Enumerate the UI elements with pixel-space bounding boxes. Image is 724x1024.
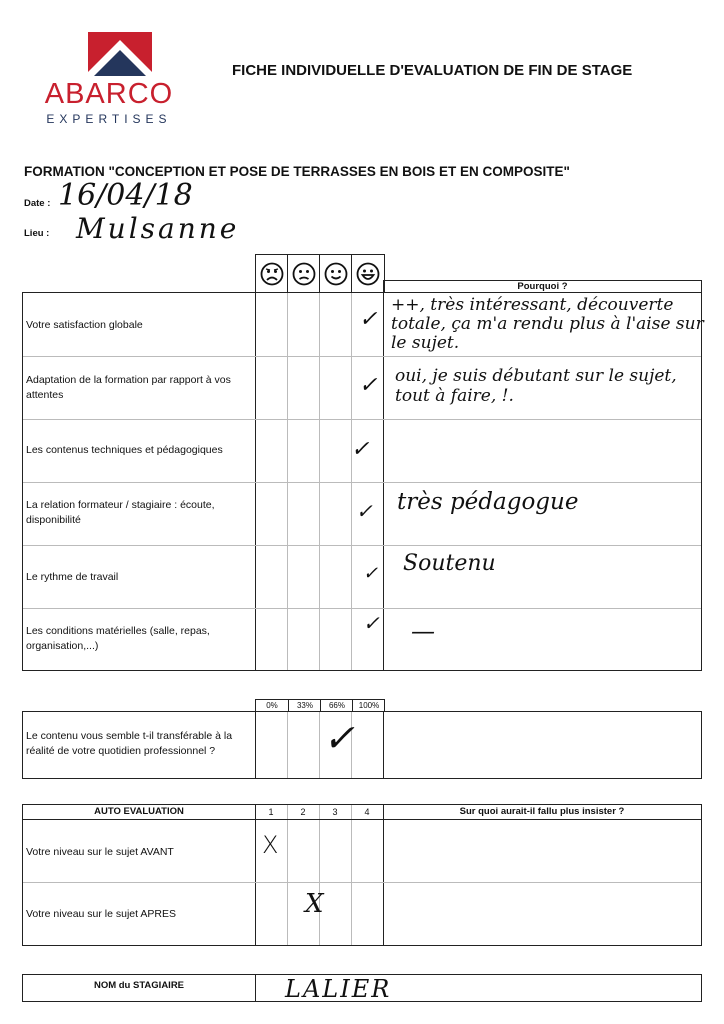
scale-label: 33%: [288, 700, 321, 712]
criterion-label: Adaptation de la formation par rapport à vos attentes: [26, 374, 231, 401]
sad-face-icon: [292, 262, 316, 286]
scale-label: 100%: [352, 700, 385, 712]
pourquoi-answer: —: [411, 617, 435, 645]
insist-header: Sur quoi aurait-il fallu plus insister ?: [459, 806, 625, 817]
scale-label: 3: [332, 807, 338, 817]
lieu-label: Lieu :: [24, 228, 50, 239]
pourquoi-answer: oui, je suis débutant sur le sujet, tout à faire, !.: [395, 366, 677, 406]
check-mark: ✓: [359, 307, 378, 332]
level-before-label: Votre niveau sur le sujet AVANT: [26, 846, 174, 858]
scale-label: 66%: [320, 700, 353, 712]
face-header-row: [255, 254, 385, 293]
pourquoi-answer: Soutenu: [403, 551, 496, 576]
logo-brand: ABARCO: [44, 78, 174, 110]
auto-eval-table: [22, 804, 702, 946]
trainee-name: LALIER: [285, 975, 392, 1003]
transfer-table: [22, 711, 702, 779]
criterion-label: Les contenus techniques et pédagogiques: [26, 444, 223, 456]
criterion-label: La relation formateur / stagiaire : écoute, disponibilité: [26, 499, 215, 526]
logo-roof-icon: [66, 26, 176, 84]
scale-label: 4: [364, 807, 370, 817]
auto-eval-header: AUTO EVALUATION: [94, 806, 184, 817]
scale-label: 2: [300, 807, 306, 817]
lieu-value: Mulsanne: [76, 212, 240, 245]
pourquoi-answer: ++, très intéressant, découverte totale, ça m'a rendu plus à l'aise sur le sujet.: [391, 295, 704, 353]
trainee-row: [22, 974, 702, 1002]
scale-label: 1: [268, 807, 274, 817]
criterion-label: Le rythme de travail: [26, 571, 119, 583]
page-title: FICHE INDIVIDUELLE D'EVALUATION DE FIN DE STAGE: [232, 62, 633, 79]
date-label: Date :: [24, 198, 51, 209]
criterion-label: Votre satisfaction globale: [26, 319, 143, 331]
level-after-mark: X: [305, 889, 324, 919]
very-happy-face-icon: [356, 262, 380, 286]
scale-label: 0%: [266, 701, 278, 710]
happy-face-icon: [324, 262, 348, 286]
check-mark: ✓: [351, 437, 370, 462]
level-after-label: Votre niveau sur le sujet APRES: [26, 908, 176, 920]
transfer-mark: ✓: [323, 716, 355, 760]
abarco-logo: [44, 26, 174, 130]
check-mark: ✓: [356, 499, 373, 523]
trainee-label: NOM du STAGIAIRE: [93, 980, 185, 991]
check-mark: ✓: [363, 611, 380, 635]
very-sad-face-icon: [260, 262, 284, 286]
date-value: 16/04/18: [58, 178, 193, 213]
pourquoi-header: Pourquoi ?: [383, 280, 702, 293]
check-mark: ✓: [359, 373, 378, 398]
logo-tagline: EXPERTISES: [46, 112, 172, 126]
formation-title: FORMATION "CONCEPTION ET POSE DE TERRASSES EN BOIS ET EN COMPOSITE": [24, 164, 570, 179]
transfer-question: Le contenu vous semble t-il transférable à la réalité de votre quotidien professionnel ?: [26, 730, 233, 757]
check-mark: ✓: [363, 563, 379, 584]
level-before-mark: X: [262, 831, 279, 859]
criterion-label: Les conditions matérielles (salle, repas, organisation,...): [26, 625, 210, 652]
pourquoi-answer: très pédagogue: [397, 489, 579, 515]
satisfaction-table: [22, 292, 702, 671]
